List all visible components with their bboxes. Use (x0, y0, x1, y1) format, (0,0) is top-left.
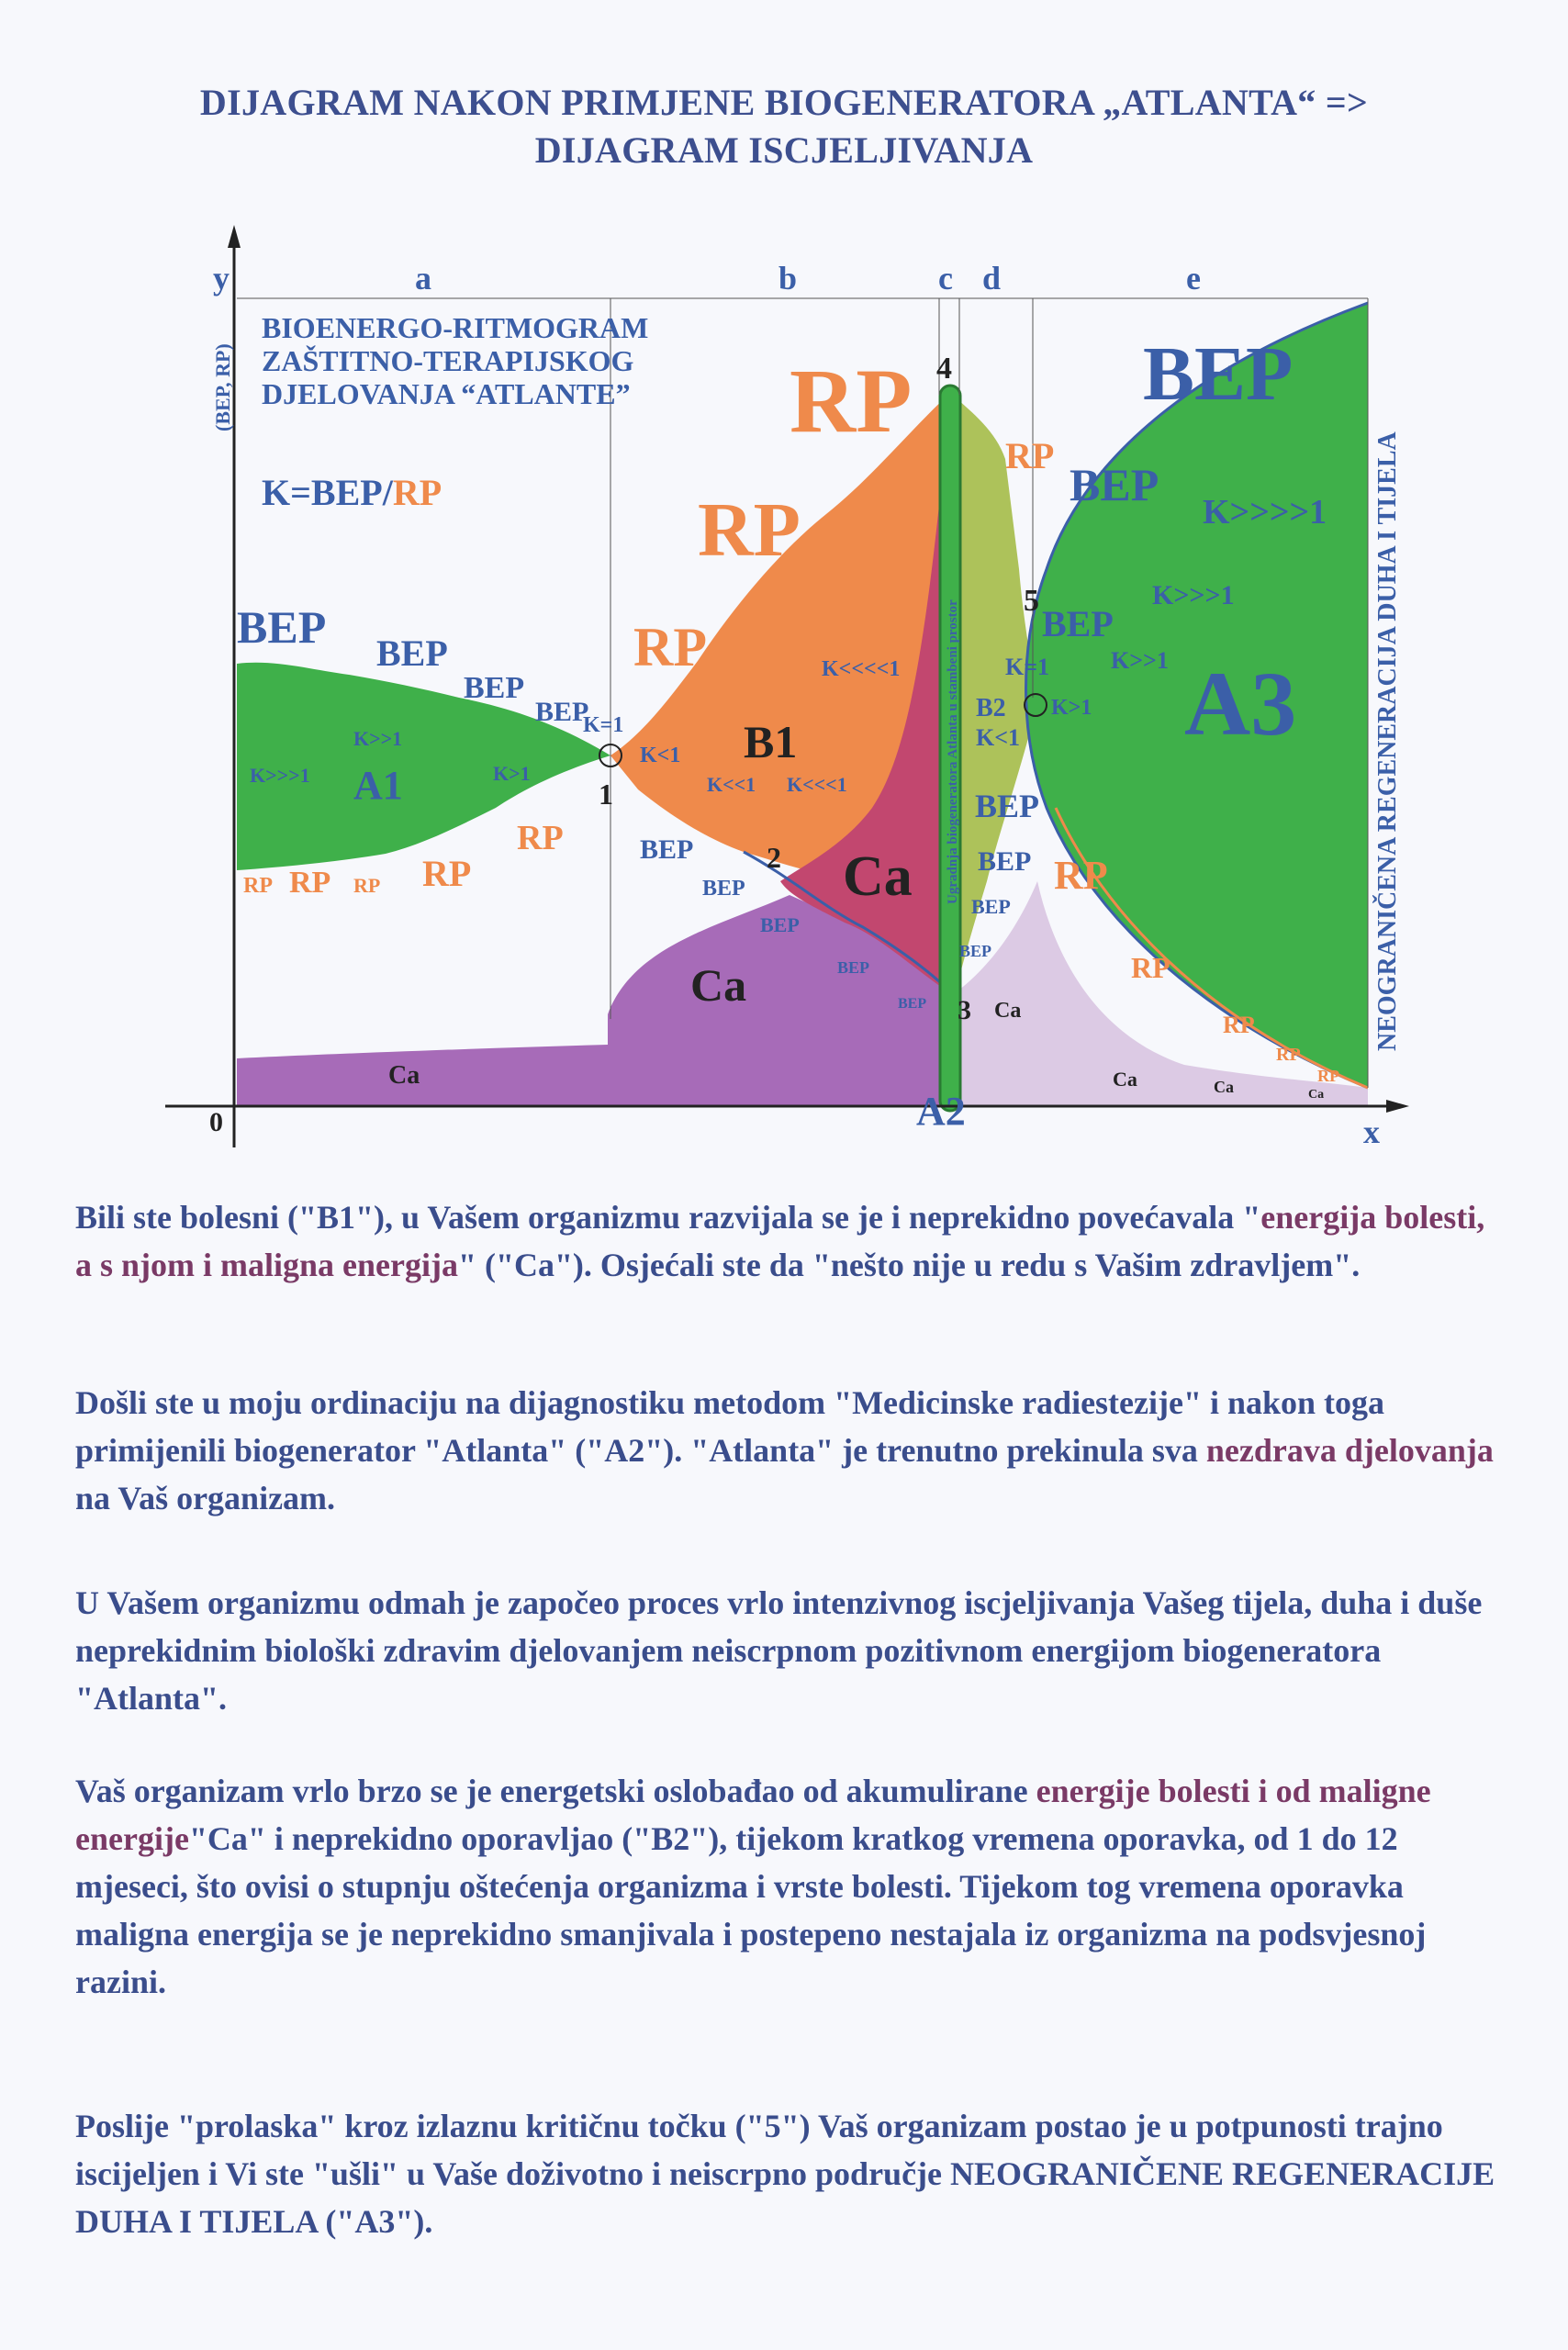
y-axis-arrow (228, 225, 241, 248)
healing-diagram (0, 211, 1568, 1147)
region-ca-label-tail2: Ca (1113, 1068, 1137, 1091)
region-ca-label-purple: Ca (690, 959, 747, 1011)
rp-label-a1-1: RP (243, 874, 273, 898)
paragraph-4: Vaš organizam vrlo brzo se je energetski oslobađao od akumulirane energije bolesti i od maligne energije"Ca" i neprekidno oporavljao ("B2"), tijekom kratkog vremena oporavka, od 1 do 12 mjeseci, što ovisi o stupnju oštećenja organizma i vrste bolesti. Tijekom tog vremena oporavka maligna energija se je neprekidno smanjivala i postepeno nestajala iz organizma na podsvjesnoj razini. (75, 1773, 1431, 2000)
bep-label-a1-4: BEP (535, 697, 589, 727)
x-axis-arrow (1386, 1100, 1409, 1113)
region-a1-label: A1 (353, 763, 403, 808)
point-5-label: 5 (1024, 584, 1039, 618)
page-title: DIJAGRAM NAKON PRIMJENE BIOGENERATORA „ATLANTA“ => (199, 82, 1369, 123)
paragraph-2: Došli ste u moju ordinaciju na dijagnostiku metodom "Medicinske radiestezije" i nakon toga primijenili biogenerator "Atlanta" ("A2"). "Atlanta" je trenutno prekinula sva nezdrava djelovanja na Vaš organizam. (75, 1384, 1494, 1516)
bep-label-b3: BEP (760, 913, 800, 936)
k-label-a1-3: K>1 (493, 762, 531, 785)
region-a3-label: A3 (1184, 653, 1297, 755)
k-label-eq-5: K=1 (1005, 654, 1050, 680)
section-d-label: d (982, 260, 1002, 297)
bep-label-b2: BEP (702, 877, 745, 901)
bep-label-d1: BEP (1042, 603, 1114, 644)
bep-label-b4: BEP (837, 958, 870, 977)
region-ca-label-tail3: Ca (1214, 1078, 1234, 1096)
ca-base-region (237, 895, 955, 1106)
y-axis-label: y (213, 260, 230, 297)
rp-label-e2: RP (1223, 1012, 1255, 1038)
point-2-label: 2 (767, 841, 781, 874)
bep-label-b5: BEP (898, 996, 927, 1012)
region-ca-label-magenta: Ca (843, 845, 913, 908)
region-ca-label-tail4: Ca (1308, 1088, 1325, 1102)
rp-label-a1-4: RP (422, 853, 472, 894)
paragraph-5: Poslije "prolaska" kroz izlaznu kritičnu točku ("5") Vaš organizam postao je u potpunosti trajno iscijeljen i Vi ste "ušli" u Vaše doživotno i neiscrpno područje NEOGRANIČENE REGENERACIJE DUHA I TIJELA ("A3"). (75, 2108, 1495, 2240)
regeneration-vertical-label: NEOGRANIČENA REGENERACIJA DUHA I TIJELA (1373, 431, 1402, 1051)
paragraph-3: U Vašem organizmu odmah je započeo proces vrlo intenzivnog iscjeljivanja Vašeg tijela, duha i duše neprekidnim biološki zdravim djelovanjem neiscrpnom pozitivnom energijom biogeneratora "Atlanta". (75, 1584, 1483, 1717)
y-axis-unit-label: (BEP, RP) (211, 343, 234, 431)
k-label-eq-1: K=1 (583, 713, 624, 737)
rp-label-medium: RP (698, 487, 801, 573)
paragraph-1: Bili ste bolesni ("B1"), u Vašem organizmu razvijala se je i neprekidno povećavala "energija bolesti, a s njom i maligna energija" ("Ca"). Osjećali ste da "nešto nije u redu s Vašim zdravljem". (75, 1199, 1485, 1283)
region-ca-label-tail1: Ca (994, 999, 1022, 1023)
rp-label-d-top: RP (1005, 435, 1055, 476)
point-1-label: 1 (599, 778, 613, 811)
k-label-b1-1: K<1 (640, 744, 681, 767)
bep-label-a1-1: BEP (237, 601, 327, 653)
k-label-b1-3: K<<<1 (787, 773, 847, 796)
k-label-e-gtgt: K>>1 (1111, 647, 1169, 674)
rp-label-large: RP (790, 350, 913, 452)
k-label-a1-1: K>>>1 (250, 764, 310, 787)
point-4-label: 4 (936, 352, 952, 386)
page-subtitle: DIJAGRAM ISCJELJIVANJA (534, 129, 1034, 171)
region-a2-label: A2 (916, 1089, 966, 1134)
diagram-heading-line2: ZAŠTITNO-TERAPIJSKOG (262, 344, 634, 377)
point-3-label: 3 (958, 995, 971, 1025)
rp-label-e1: RP (1131, 951, 1170, 984)
k-label-d-gt: K>1 (1051, 696, 1092, 720)
section-e-label: e (1186, 260, 1201, 297)
section-b-label: b (778, 260, 798, 297)
k-formula: K=BEP/RP (262, 472, 442, 513)
bep-label-d4: BEP (971, 895, 1011, 918)
bep-label-e1: BEP (1070, 459, 1159, 510)
origin-label: 0 (209, 1107, 223, 1137)
bep-label-a1-3: BEP (464, 671, 525, 705)
bep-label-d2: BEP (975, 788, 1040, 824)
rp-label-b1: RP (633, 617, 707, 677)
rp-label-a1-5: RP (517, 819, 564, 857)
bep-label-d3: BEP (978, 846, 1032, 877)
rp-label-a1-2: RP (289, 866, 331, 900)
section-c-label: c (938, 260, 953, 297)
region-ca-label-base: Ca (388, 1061, 420, 1090)
bep-label-a1-2: BEP (376, 632, 448, 674)
section-a-label: a (415, 260, 431, 297)
device-vertical-label: Ugradnja biogeneratora Atlanta u stambeni prostor (946, 599, 960, 904)
rp-label-a1-3: RP (353, 874, 381, 897)
diagram-heading-line1: BIOENERGO-RITMOGRAM (262, 311, 649, 344)
bep-label-b1: BEP (640, 834, 694, 865)
k-label-e-gt4: K>>>>1 (1203, 493, 1327, 532)
region-b2-label: B2 (976, 694, 1006, 722)
rp-label-e3: RP (1276, 1045, 1301, 1065)
region-b1-label: B1 (744, 716, 798, 767)
diagram-heading-line3: DJELOVANJA “ATLANTE” (262, 377, 631, 410)
bep-label-d5: BEP (959, 942, 992, 960)
k-label-b1-2: K<<1 (707, 773, 756, 796)
k-label-e-gtgtgt: K>>>1 (1152, 580, 1235, 610)
rp-label-d-mid: RP (1054, 853, 1108, 898)
rp-label-e4: RP (1317, 1067, 1339, 1085)
k-label-a1-2: K>>1 (353, 727, 403, 750)
k-label-b1-4: K<<<<1 (822, 657, 901, 681)
x-axis-label: x (1363, 1113, 1380, 1147)
k-label-b2: K<1 (976, 724, 1021, 751)
bep-label-large: BEP (1143, 331, 1294, 417)
